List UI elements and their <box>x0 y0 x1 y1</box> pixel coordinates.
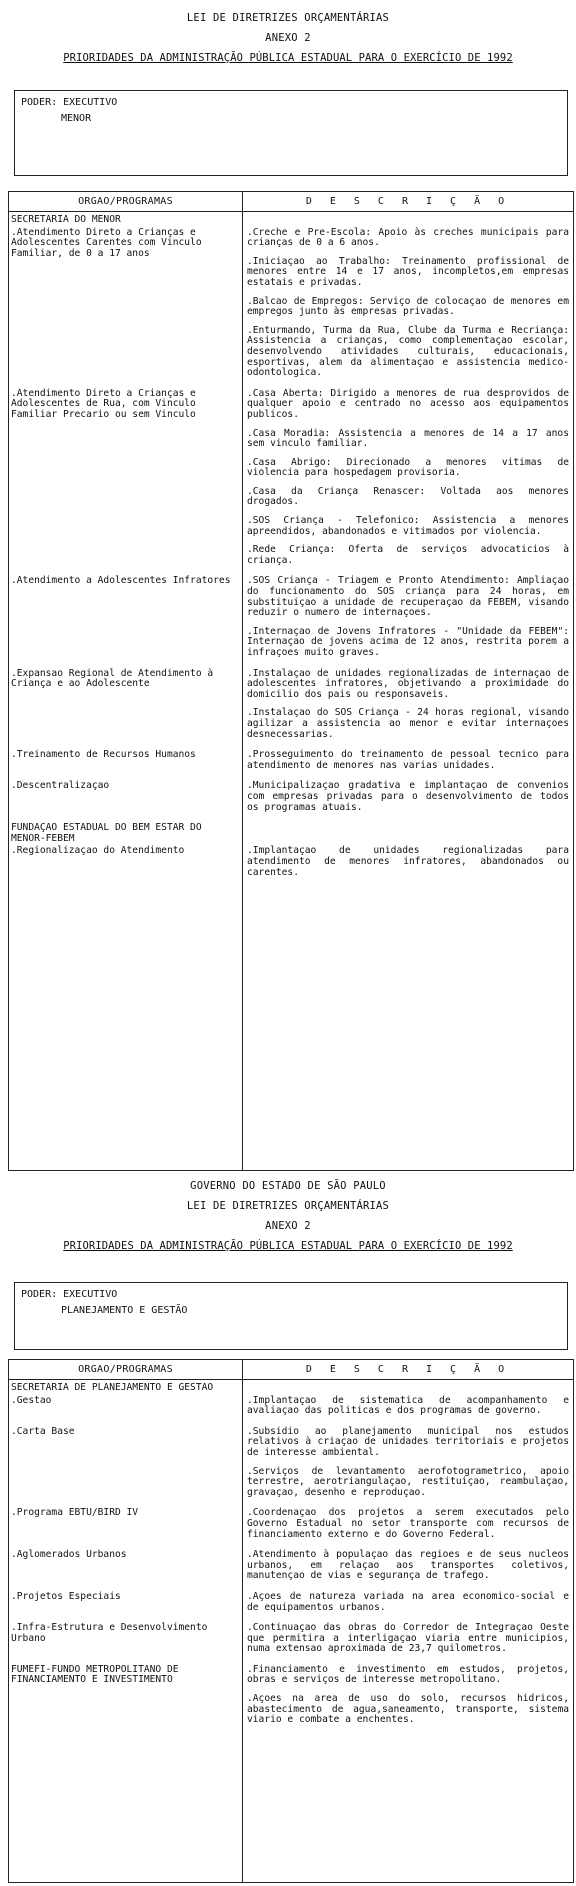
table-row <box>9 748 574 779</box>
description-item: .Instalaçao do SOS Criança - 24 horas regional, visando agilizar a assistencia ao menor e evitar internaçoes desnecessarias. <box>247 707 569 740</box>
law-title: LEI DE DIRETRIZES ORÇAMENTÁRIAS <box>186 12 390 24</box>
program-name: .Atendimento Direto a Crianças e Adolescentes de Rua, com Vinculo Familiar Precario ou sem Vinculo <box>9 387 243 575</box>
program-name: .Atendimento a Adolescentes Infratores <box>9 574 243 666</box>
description-item: .Enturmando, Turma da Rua, Clube da Turma e Recriança: Assistencia a crianças, como complementaçao escolar, desenvolvendo atividades culturais, educacionais, esportivas, alem da alimentaçao e assistencia medico-odontologica. <box>247 324 569 379</box>
description-item: .Municipalizaçao gradativa e implantaçao de convenios com empresas privadas para o desenvolvimento de todos os programas atuais. <box>247 780 569 813</box>
table-row <box>9 226 574 387</box>
table-row <box>9 1590 574 1621</box>
table-row <box>9 821 574 844</box>
column-header-org: ORGAO/PROGRAMAS <box>9 192 243 212</box>
description-item: .SOS Criança - Telefonico: Assistencia a menores apreendidos, abandonados e vitimados por violencia. <box>247 515 569 537</box>
description-item: .SOS Criança - Triagem e Pronto Atendimento: Ampliaçao do funcionamento do SOS criança para 24 horas, em substituiçao a unidade de recuperaçao da FEBEM, visando reduzir o numero de internaçoes. <box>247 575 569 619</box>
program-name: .Infra-Estrutura e Desenvolvimento Urbano <box>9 1621 243 1663</box>
description-item: .Instalaçao de unidades regionalizadas de internaçao de adolescentes infratores, objetivando a proximidade do domicilio dos pais ou responsaveis. <box>247 667 569 700</box>
poder-label: PODER: EXECUTIVO <box>21 1289 118 1300</box>
program-name: .Treinamento de Recursos Humanos <box>9 748 243 779</box>
table-body-1 <box>9 212 574 1171</box>
program-description <box>243 387 574 575</box>
table-row <box>9 667 574 749</box>
filler-cell <box>243 1734 574 1883</box>
annex-label: ANEXO 2 <box>265 1220 311 1232</box>
poder-label: PODER: EXECUTIVO <box>21 97 118 108</box>
filler-cell <box>9 886 243 1170</box>
description-item: .Coordenaçao dos projetos a serem executados pelo Governo Estadual no setor transporte com recursos de financiamento externo e do Governo Federal. <box>247 1507 569 1540</box>
document-title: PRIORIDADES DA ADMINISTRAÇÃO PÚBLICA ESTADUAL PARA O EXERCÍCIO DE 1992 <box>63 52 513 64</box>
table-row <box>9 1425 574 1507</box>
poder-value: MENOR <box>61 113 92 124</box>
program-name: SECRETARIA DO MENOR <box>9 212 243 226</box>
description-item: .Açoes de natureza variada na area economico-social e de equipamentos urbanos. <box>247 1590 569 1613</box>
program-description <box>243 1590 574 1621</box>
filler-cell <box>9 1734 243 1883</box>
column-header-desc: D E S C R I Ç Ã O <box>243 192 574 212</box>
table-row <box>9 574 574 666</box>
description-item: .Prosseguimento do treinamento de pessoal tecnico para atendimento de menores nas varias unidades. <box>247 749 569 771</box>
program-description <box>243 844 574 886</box>
description-item: .Financiamento e investimento em estudos, projetos, obras e serviços de interesse metropolitano. <box>247 1663 569 1686</box>
description-item: .Rede Criança: Oferta de serviços advocaticios à criança. <box>247 544 569 566</box>
program-description <box>243 212 574 226</box>
filler-row <box>9 886 574 1170</box>
program-description <box>243 667 574 749</box>
table-body-2 <box>9 1380 574 1883</box>
description-item: .Subsidio ao planejamento municipal nos estudos relativos à criaçao de unidades territoriais e projetos de interesse ambiental. <box>247 1425 569 1458</box>
document-title: PRIORIDADES DA ADMINISTRAÇÃO PÚBLICA ESTADUAL PARA O EXERCÍCIO DE 1992 <box>63 1240 513 1252</box>
program-description <box>243 1425 574 1507</box>
program-name: FUMEFI-FUNDO METROPOLITANO DE FINANCIAMENTO E INVESTIMENTO <box>9 1663 243 1734</box>
program-description <box>243 574 574 666</box>
description-item: .Implantaçao de unidades regionalizadas para atendimento de menores infratores, abandonados ou carentes. <box>247 845 569 878</box>
table-row <box>9 1663 574 1734</box>
program-description <box>243 1663 574 1734</box>
program-description <box>243 779 574 821</box>
programs-table <box>8 1359 574 1883</box>
program-description <box>243 1380 574 1394</box>
poder-box <box>14 90 568 176</box>
description-item: .Casa da Criança Renascer: Voltada aos menores drogados. <box>247 485 569 508</box>
program-name: .Descentralizaçao <box>9 779 243 821</box>
page-2-header <box>0 1180 576 1260</box>
description-item: .Casa Moradia: Assistencia a menores de 14 a 17 anos sem vinculo familiar. <box>247 427 569 450</box>
description-item: .Implantaçao de sistematica de acompanhamento e avaliaçao das politicas e dos programas de governo. <box>247 1394 569 1417</box>
poder-value: PLANEJAMENTO E GESTÃO <box>61 1305 188 1316</box>
program-name: .Expansao Regional de Atendimento à Criança e ao Adolescente <box>9 667 243 749</box>
program-name: .Gestao <box>9 1394 243 1425</box>
description-item: .Serviços de levantamento aerofotogrametrico, apoio terrestre, aerotriangulaçao, restituiçao, reambulaçao, gravaçao, desenho e reproduçao. <box>247 1465 569 1498</box>
poder-box <box>14 1282 568 1350</box>
description-item: .Balcao de Empregos: Serviço de colocaçao de menores em empregos junto às empresas privadas. <box>247 295 569 318</box>
program-name: .Regionalizaçao do Atendimento <box>9 844 243 886</box>
description-item: .Atendimento à populaçao das regioes e de seus nucleos urbanos, em relaçao aos transportes coletivos, manutençao de vias e segurança de trafego. <box>247 1549 569 1582</box>
description-item: .Creche e Pre-Escola: Apoio às creches municipais para crianças de 0 a 6 anos. <box>247 226 569 249</box>
program-description <box>243 821 574 844</box>
program-description <box>243 1394 574 1425</box>
table-row <box>9 1548 574 1590</box>
table-row <box>9 1380 574 1394</box>
program-description <box>243 1506 574 1548</box>
description-item: .Casa Aberta: Dirigido a menores de rua desprovidos de qualquer apoio e centrado no acesso aos equipamentos publicos. <box>247 387 569 420</box>
program-name: .Carta Base <box>9 1425 243 1507</box>
program-description <box>243 1548 574 1590</box>
table-row <box>9 1394 574 1425</box>
table-row <box>9 779 574 821</box>
description-item: .Internaçao de Jovens Infratores - "Unidade da FEBEM": Internaçao de jovens acima de 12 anos, restrita porem a infraçoes muito graves. <box>247 625 569 658</box>
filler-row <box>9 1734 574 1883</box>
annex-label: ANEXO 2 <box>265 32 311 44</box>
table-row <box>9 212 574 226</box>
page-1-header <box>0 12 576 72</box>
program-description <box>243 226 574 387</box>
description-item: .Açoes na area de uso do solo, recursos hidricos, abastecimento de agua,saneamento, transporte, sistema viario e combate a enchentes. <box>247 1693 569 1726</box>
program-name: FUNDAÇAO ESTADUAL DO BEM ESTAR DO MENOR-FEBEM <box>9 821 243 844</box>
law-title: LEI DE DIRETRIZES ORÇAMENTÁRIAS <box>186 1200 390 1212</box>
program-name: SECRETARIA DE PLANEJAMENTO E GESTAO <box>9 1380 243 1394</box>
program-name: .Programa EBTU/BIRD IV <box>9 1506 243 1548</box>
program-name: .Projetos Especiais <box>9 1590 243 1621</box>
table-row <box>9 387 574 575</box>
description-item: .Iniciaçao ao Trabalho: Treinamento profissional de menores entre 14 e 17 anos, incompletos,em empresas estatais e privadas. <box>247 255 569 288</box>
program-name: .Atendimento Direto a Crianças e Adolescentes Carentes com Vinculo Familiar, de 0 a 17 anos <box>9 226 243 387</box>
programs-table <box>8 191 574 1171</box>
program-description <box>243 748 574 779</box>
column-header-desc: D E S C R I Ç Ã O <box>243 1360 574 1380</box>
column-header-org: ORGAO/PROGRAMAS <box>9 1360 243 1380</box>
government-title: GOVERNO DO ESTADO DE SÃO PAULO <box>190 1180 386 1192</box>
description-item: .Continuaçao das obras do Corredor de Integraçao Oeste que permitira a interligaçao viaria entre municipios, numa extensao aproximada de 23,7 quilometros. <box>247 1622 569 1655</box>
filler-cell <box>243 886 574 1170</box>
table-row <box>9 1621 574 1663</box>
table-row <box>9 1506 574 1548</box>
program-description <box>243 1621 574 1663</box>
program-name: .Aglomerados Urbanos <box>9 1548 243 1590</box>
table-row <box>9 844 574 886</box>
description-item: .Casa Abrigo: Direcionado a menores vitimas de violencia para hospedagem provisoria. <box>247 456 569 479</box>
